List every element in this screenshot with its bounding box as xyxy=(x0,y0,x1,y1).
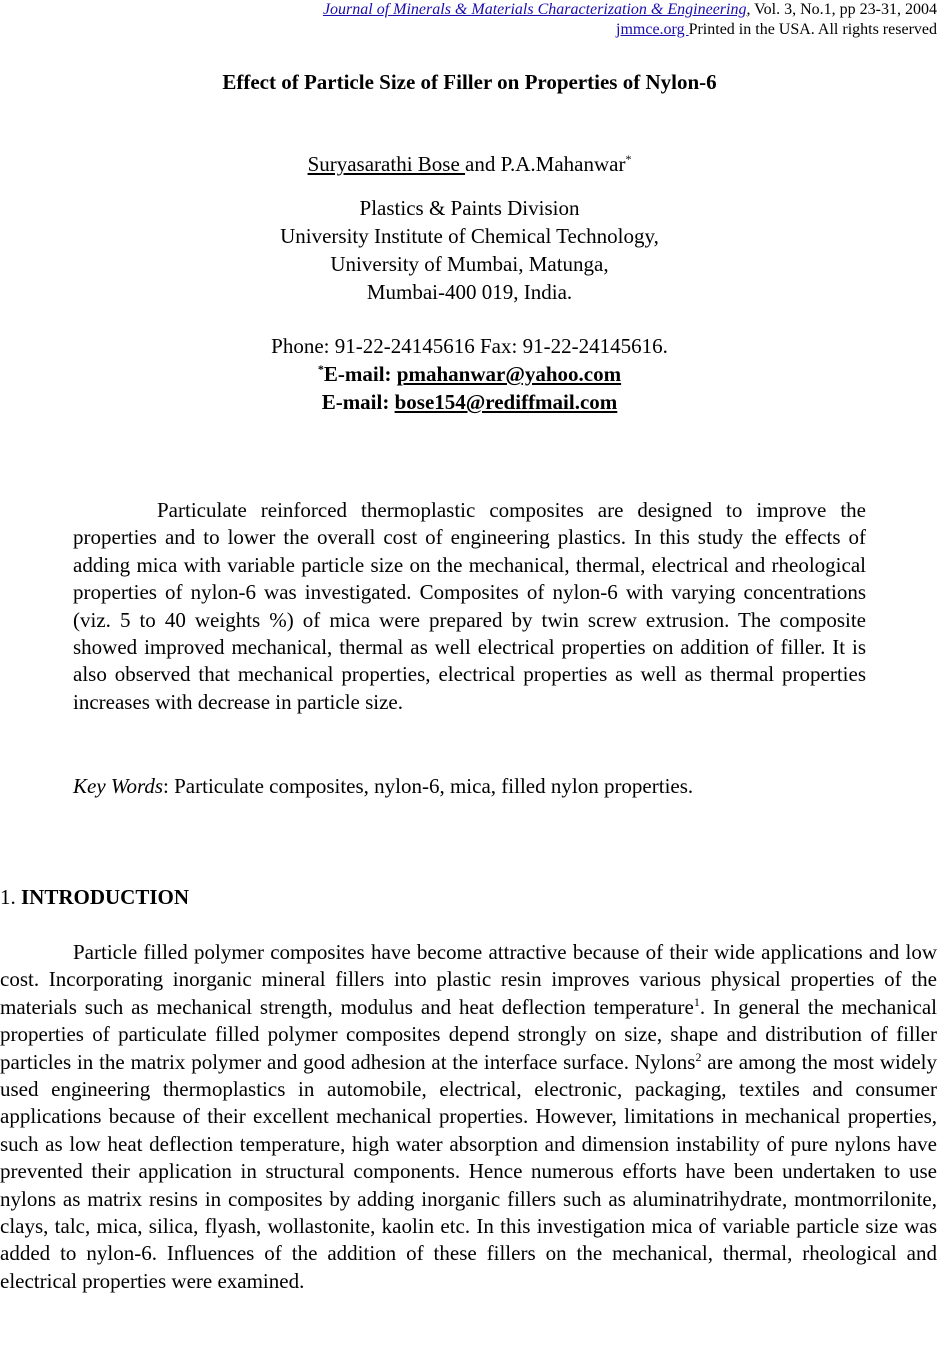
paper-title: Effect of Particle Size of Filler on Properties of Nylon-6 xyxy=(222,70,717,94)
authors xyxy=(0,150,939,178)
journal-header xyxy=(323,0,937,20)
email-link-1[interactable]: pmahanwar@yahoo.com xyxy=(396,362,622,386)
intro-paragraph xyxy=(0,939,937,1295)
author-1: Suryasarathi Bose xyxy=(307,152,466,176)
intro-part-3: are among the most widely used engineering thermoplastics in automobile, electrical, electronic, packaging, textiles and consumer applications because of their excellent mechanical properties. However, limitations in mechanical properties, such as low heat deflection temperature, high water absorption and dimension instability of pure nylons have prevented their application in structural components. Hence numerous efforts have been undertaken to use nylons as matrix resins in composites by adding inorganic fillers such as aluminatrihydrate, montmorrilonite, clays, talc, mica, silica, flyash, wollastonite, kaolin etc. In this investigation mica of variable particle size was added to nylon-6. Influences of the addition of these fillers on the mechanical, thermal, rheological and electrical properties were examined. xyxy=(0,1049,937,1293)
site-header xyxy=(616,20,937,40)
affiliation xyxy=(0,194,939,306)
keywords xyxy=(73,773,693,800)
section-number: 1. xyxy=(0,885,21,909)
journal-link[interactable]: Journal of Minerals & Materials Characterization & Engineering xyxy=(322,1,747,18)
email-link-2[interactable]: bose154@rediffmail.com xyxy=(394,390,618,414)
affiliation-line-1: Plastics & Paints Division xyxy=(359,196,580,220)
keywords-label: Key Words xyxy=(73,774,164,798)
section-title: INTRODUCTION xyxy=(21,885,190,909)
affiliation-line-4: Mumbai-400 019, India. xyxy=(366,280,573,304)
ref-2: 2 xyxy=(695,1049,702,1064)
intro-part-1: Particle filled polymer composites have become attractive because of their wide applications and low cost. Incorporating inorganic mineral fillers into plastic resin improves various physical properties of the materials such as mechanical strength, modulus and heat deflection temperature xyxy=(0,940,937,1019)
email-star: * xyxy=(317,362,324,376)
section-heading xyxy=(0,884,189,911)
email-label-2: E-mail: xyxy=(321,390,395,414)
author-2: P.A.Mahanwar xyxy=(500,152,626,176)
email-label-1: E-mail: xyxy=(323,362,397,386)
intro-part-2: . In general the mechanical properties of particulate filled polymer composites depend strongly on size, shape and distribution of filler particles in the matrix polymer and good adhesion at the interface surface. Nylons xyxy=(0,994,937,1074)
rights-text: Printed in the USA. All rights reserved xyxy=(688,21,937,38)
ref-1: 1 xyxy=(693,994,700,1009)
abstract: Particulate reinforced thermoplastic composites are designed to improve the properties and to lower the overall cost of engineering plastics. In this study the effects of adding mica with variable particle size on the mechanical, thermal, electrical and rheological properties of nylon-6 was investigated. Composites of nylon-6 with varying concentrations (viz. 5 to 40 weights %) of mica were prepared by twin screw extrusion. The composite showed improved mechanical, thermal as well electrical properties on addition of filler. It is also observed that mechanical properties, electrical properties as well as thermal properties increases with decrease in particle size. xyxy=(73,498,866,714)
corresponding-star: * xyxy=(625,152,632,166)
site-link[interactable]: jmmce.org xyxy=(616,21,689,38)
affiliation-line-3: University of Mumbai, Matunga, xyxy=(330,252,609,276)
affiliation-line-2: University Institute of Chemical Technology, xyxy=(280,224,659,248)
email-line-2 xyxy=(0,388,939,416)
keywords-text: : Particulate composites, nylon-6, mica, filled nylon properties. xyxy=(163,774,694,798)
phone-fax: Phone: 91-22-24145616 Fax: 91-22-24145616. xyxy=(271,334,668,358)
author-and: and xyxy=(465,152,501,176)
volume-info: , Vol. 3, No.1, pp 23-31, 2004 xyxy=(746,1,937,18)
email-line-1 xyxy=(0,360,939,388)
